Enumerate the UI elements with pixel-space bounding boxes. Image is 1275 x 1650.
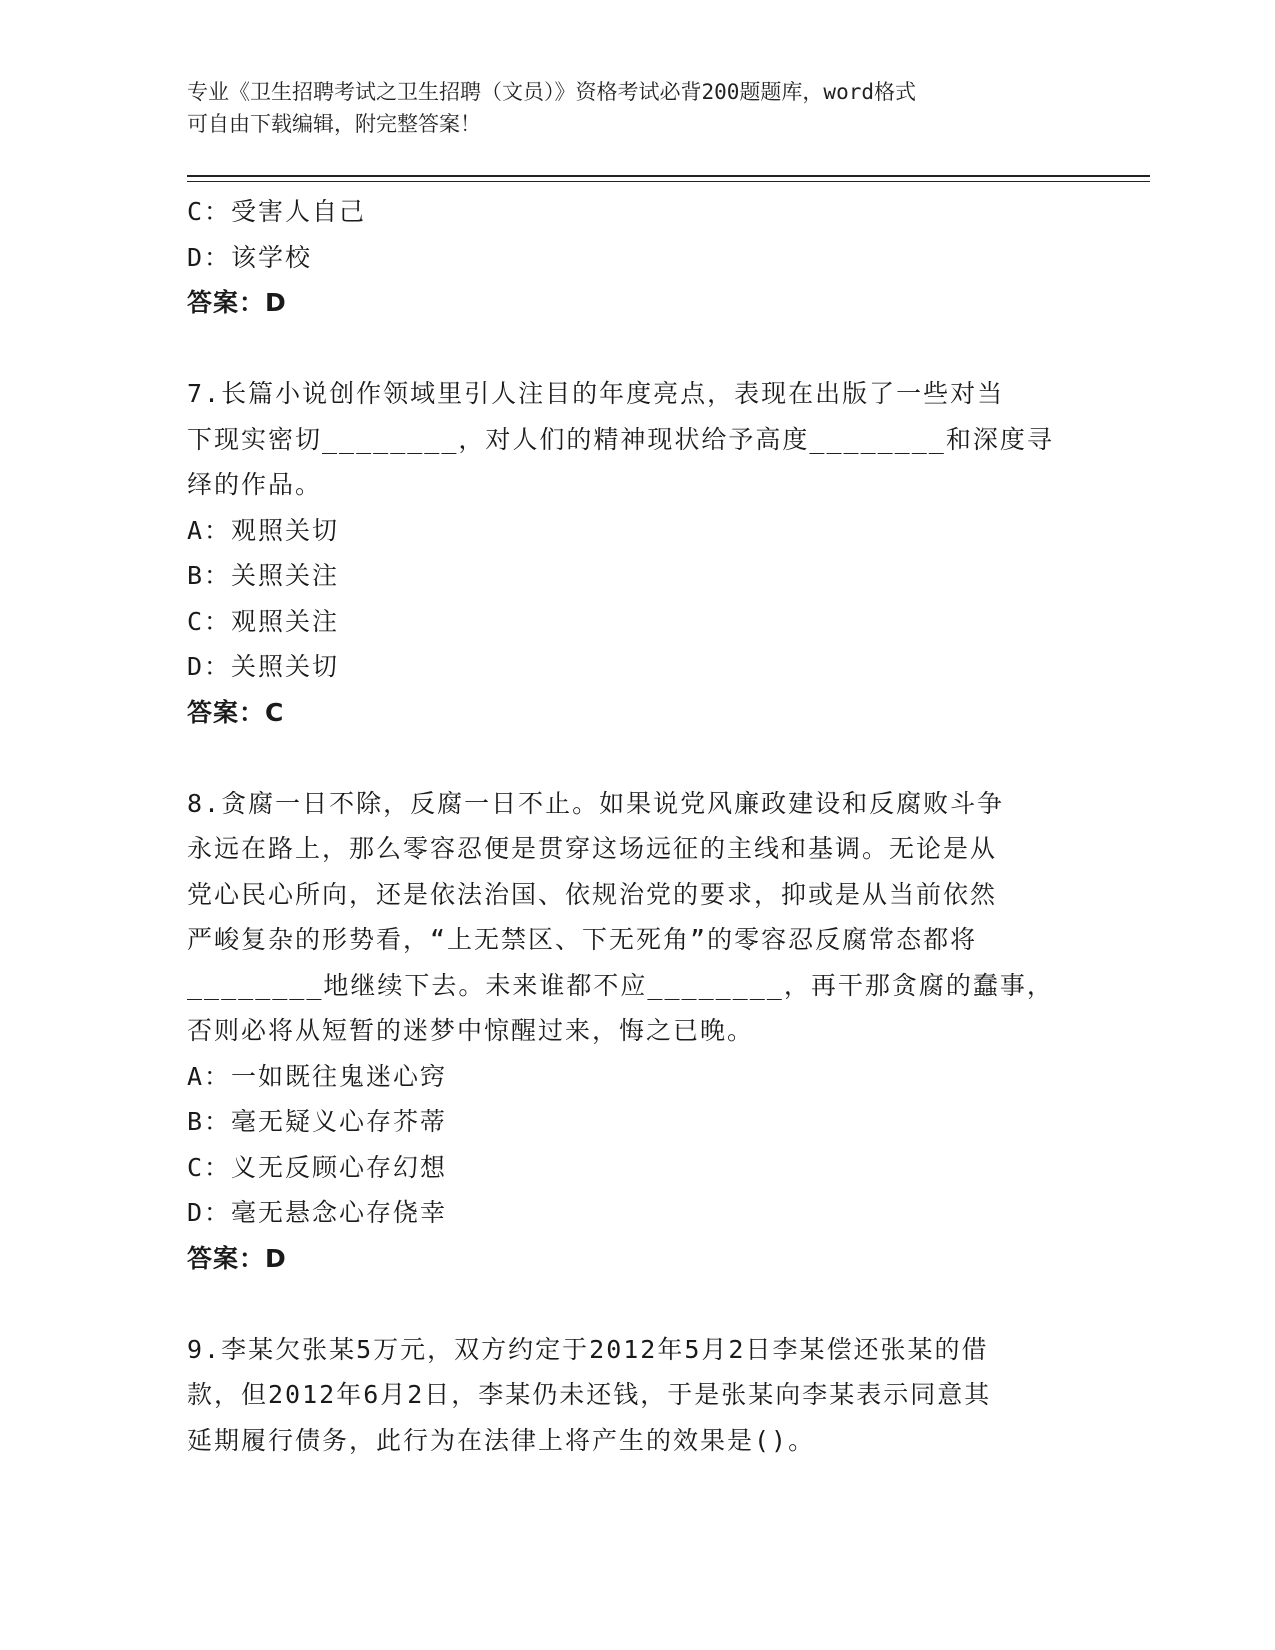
- document-body: [187, 189, 1087, 1463]
- q7-answer: 答案：C: [187, 697, 285, 727]
- q8-stem-line: 永远在路上，那么零容忍便是贯穿这场远征的主线和基调。无论是从: [187, 834, 998, 863]
- q6-answer: 答案：D: [187, 288, 287, 317]
- q8-stem-line: 否则必将从短暂的迷梦中惊醒过来，悔之已晚。: [187, 1016, 755, 1045]
- spacer: [187, 1281, 1087, 1327]
- q8-answer: 答案：D: [187, 1243, 287, 1273]
- q7-stem-line: 下现实密切________，对人们的精神现状给予高度________和深度寻: [187, 424, 1054, 454]
- header-divider-thick: [187, 175, 1150, 177]
- q9-stem-line: 延期履行债务，此行为在法律上将产生的效果是()。: [187, 1425, 816, 1455]
- spacer: [187, 326, 1087, 372]
- q8-stem-line: ________地继续下去。未来谁都不应________，再干那贪腐的蠢事，: [187, 970, 1054, 1000]
- q8-option-a: A：一如既往鬼迷心窍: [187, 1061, 448, 1091]
- q8-stem-line: 8.贪腐一日不除，反腐一日不止。如果说党风廉政建设和反腐败斗争: [187, 788, 1005, 818]
- q7-option-a: A：观照关切: [187, 515, 340, 545]
- q6-option-c: C：受害人自己: [187, 197, 367, 226]
- q6-option-d: D：该学校: [187, 242, 313, 272]
- page-header: [187, 76, 1067, 140]
- q7-option-d: D：关照关切: [187, 652, 340, 681]
- q9-stem-line: 9.李某欠张某5万元，双方约定于2012年5月2日李某偿还张某的借: [187, 1334, 989, 1364]
- header-title-line-1: 专业《卫生招聘考试之卫生招聘（文员）》资格考试必背200题题库，word格式: [187, 80, 916, 104]
- q8-option-c: C：义无反顾心存幻想: [187, 1152, 448, 1182]
- q8-option-b: B：毫无疑义心存芥蒂: [187, 1107, 448, 1136]
- q7-option-c: C：观照关注: [187, 606, 340, 636]
- header-title-line-2: 可自由下载编辑，附完整答案！: [187, 112, 481, 136]
- spacer: [187, 735, 1087, 781]
- q8-option-d: D：毫无悬念心存侥幸: [187, 1198, 448, 1227]
- header-divider-thin: [187, 181, 1150, 182]
- q7-option-b: B：关照关注: [187, 561, 340, 590]
- q8-stem-line: 党心民心所向，还是依法治国、依规治党的要求，抑或是从当前依然: [187, 879, 998, 909]
- q7-stem-line: 绎的作品。: [187, 470, 323, 499]
- q8-stem-line: 严峻复杂的形势看，“上无禁区、下无死角”的零容忍反腐常态都将: [187, 925, 978, 954]
- q9-stem-line: 款，但2012年6月2日，李某仍未还钱，于是张某向李某表示同意其: [187, 1380, 992, 1409]
- q7-stem-line: 7.长篇小说创作领域里引人注目的年度亮点，表现在出版了一些对当: [187, 379, 1005, 408]
